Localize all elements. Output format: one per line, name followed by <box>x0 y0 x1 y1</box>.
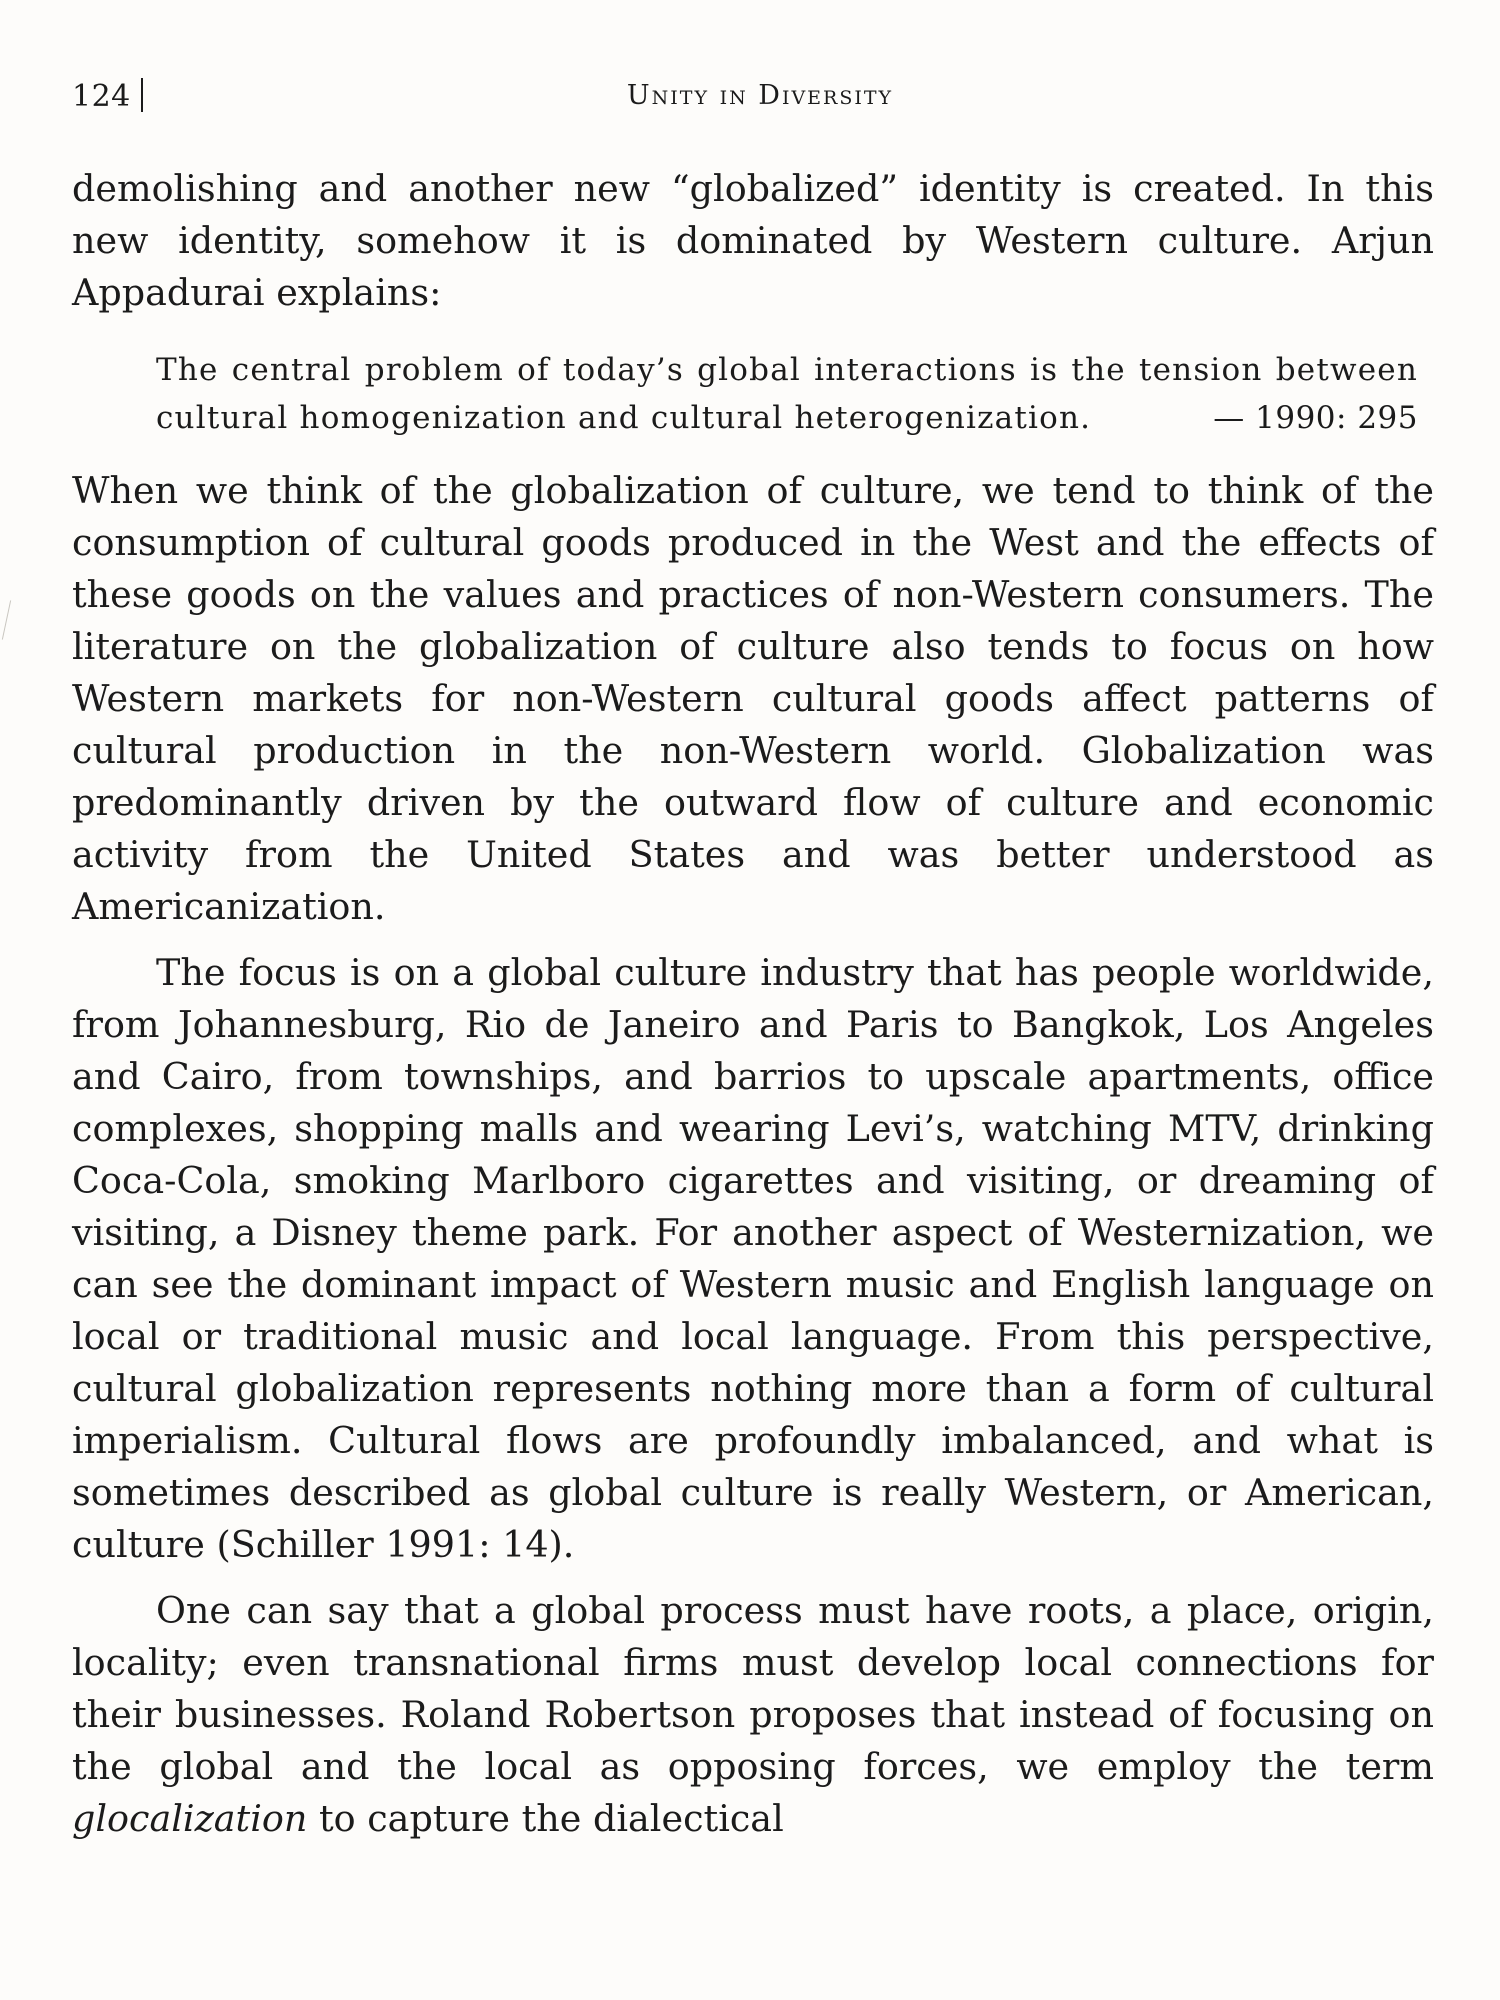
paragraph-glocalization-end: to capture the dialectical <box>307 1797 784 1840</box>
paragraph-globalization-of-culture: When we think of the globalization of culture, we tend to think of the consumption of cultural goods produced in the West and the effects of these goods on the values and practices of non-Western consumers. The literature on the globalization of culture also tends to focus on how Western markets for non-Western cultural goods affect patterns of cultural production in the non-Western world. Globalization was predominantly driven by the outward flow of culture and economic activity from the United States and was better understood as Americanization. <box>72 469 1434 928</box>
page-number: 124 <box>72 78 143 114</box>
quote-citation: — 1990: 295 <box>1213 400 1418 436</box>
block-quote <box>156 346 1418 442</box>
body-text <box>72 163 1434 1845</box>
glocalization-term: glocalization <box>72 1797 308 1840</box>
paragraph-intro: demolishing and another new “globalized” identity is created. In this new identity, somehow it is dominated by Western culture. Arjun Appadurai explains: <box>72 167 1434 314</box>
paragraph-global-culture-industry: The focus is on a global culture industry that has people worldwide, from Johannesburg, Rio de Janeiro and Paris to Bangkok, Los Angeles and Cairo, from townships, and barrios to upscale apartments, office complexes, shopping malls and wearing Levi’s, watching MTV, drinking Coca-Cola, smoking Marlboro cigarettes and visiting, or dreaming of visiting, a Disney theme park. For another aspect of Westernization, we can see the dominant impact of Western music and English language on local or traditional music and local language. From this perspective, cultural globalization represents nothing more than a form of cultural imperialism. Cultural flows are profoundly imbalanced, and what is sometimes described as global culture is really Western, or American, culture (Schiller 1991: 14). <box>72 951 1434 1566</box>
running-head: Unity in Diversity <box>626 80 894 111</box>
page-edge-mark <box>2 600 11 639</box>
quote-text: The central problem of today’s global interactions is the tension between cultural homogenization and cultural heterogenization. <box>156 352 1418 436</box>
paragraph-glocalization-start: One can say that a global process must have roots, a place, origin, locality; even transnational firms must develop local connections for their businesses. Roland Robertson proposes that instead of focusing on the global and the local as opposing forces, we employ the term <box>72 1589 1434 1788</box>
paragraph-glocalization <box>72 1585 1434 1845</box>
